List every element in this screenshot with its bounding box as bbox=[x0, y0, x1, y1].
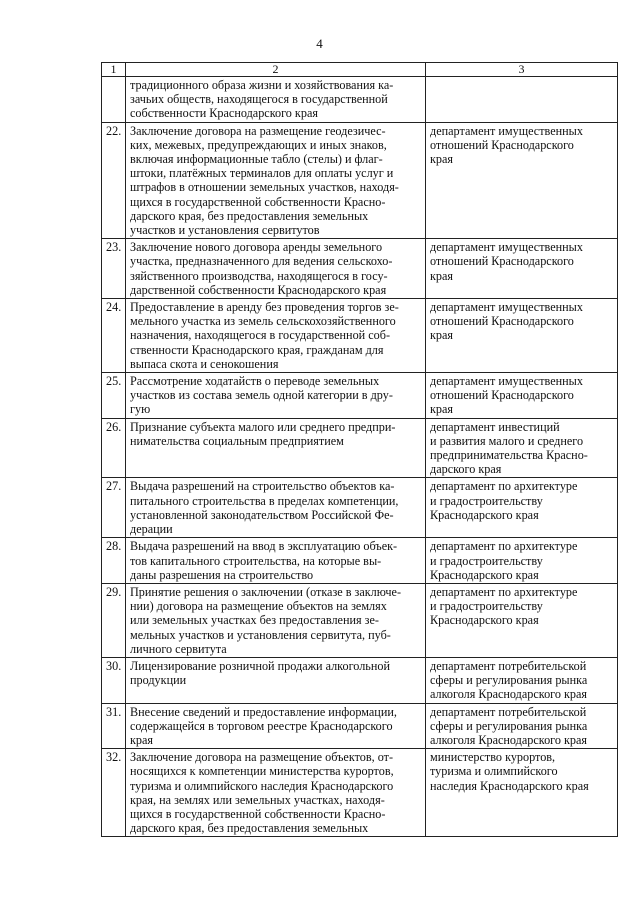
responsible-department bbox=[426, 77, 618, 123]
table-row bbox=[102, 703, 618, 749]
table-row bbox=[102, 538, 618, 584]
department-line: и развития малого и среднего bbox=[430, 433, 584, 448]
table-row bbox=[102, 583, 618, 657]
row-number bbox=[102, 77, 126, 123]
table-row bbox=[102, 77, 618, 123]
row-number: 27. bbox=[102, 478, 126, 538]
description-line: щихся в государственной собственности Красно- bbox=[130, 194, 386, 209]
department-line: наследия Краснодарского края bbox=[430, 778, 589, 793]
service-description bbox=[126, 418, 426, 478]
department-line: отношений Краснодарского bbox=[430, 137, 574, 152]
description-line: мельных участков и установления сервитута, пуб- bbox=[130, 627, 391, 642]
department-line: департамент по архитектуре bbox=[430, 584, 578, 599]
department-line: департамент потребительской bbox=[430, 704, 587, 719]
description-line: или земельных участках без предоставления зе- bbox=[130, 613, 379, 628]
responsible-department bbox=[426, 478, 618, 538]
description-line: Рассмотрение ходатайств о переводе земельных bbox=[130, 374, 380, 389]
responsible-department bbox=[426, 703, 618, 749]
department-line: департамент по архитектуре bbox=[430, 539, 578, 554]
row-number: 32. bbox=[102, 749, 126, 837]
description-line: мельного участка из земель сельскохозяйственного bbox=[130, 314, 396, 329]
description-line: Внесение сведений и предоставление информации, bbox=[130, 704, 397, 719]
department-line: департамент потребительской bbox=[430, 658, 587, 673]
responsible-department bbox=[426, 749, 618, 837]
table-row bbox=[102, 239, 618, 299]
description-line: Заключение договора на размещение геодезичес- bbox=[130, 123, 386, 138]
description-line: штрафов в отношении земельных участков, находя- bbox=[130, 180, 399, 195]
description-line: края, на землях или земельных участках, находя- bbox=[130, 792, 385, 807]
row-number: 24. bbox=[102, 299, 126, 373]
responsible-department bbox=[426, 538, 618, 584]
row-number: 23. bbox=[102, 239, 126, 299]
service-description bbox=[126, 657, 426, 703]
department-line: департамент имущественных bbox=[430, 240, 583, 255]
table-row bbox=[102, 299, 618, 373]
service-description bbox=[126, 373, 426, 419]
department-line: департамент имущественных bbox=[430, 123, 583, 138]
department-line: отношений Краснодарского bbox=[430, 388, 574, 403]
department-line: туризма и олимпийского bbox=[430, 764, 558, 779]
service-description bbox=[126, 538, 426, 584]
service-description bbox=[126, 703, 426, 749]
description-line: включая информационные табло (стелы) и флаг- bbox=[130, 152, 383, 167]
department-line: предпринимательства Красно- bbox=[430, 448, 588, 463]
description-line: дарственной собственности Краснодарского края bbox=[130, 282, 387, 297]
service-description bbox=[126, 583, 426, 657]
description-line: личного сервитута bbox=[130, 641, 227, 656]
description-line: Выдача разрешений на ввод в эксплуатацию объек- bbox=[130, 539, 398, 554]
department-line: Краснодарского края bbox=[430, 613, 539, 628]
service-description bbox=[126, 478, 426, 538]
table-row bbox=[102, 373, 618, 419]
description-line: даны разрешения на строительство bbox=[130, 567, 314, 582]
description-line: тов капитального строительства, на которые вы- bbox=[130, 553, 382, 568]
description-line: участка, предназначенного для ведения сельскохо- bbox=[130, 254, 393, 269]
table-header-row bbox=[102, 63, 618, 77]
department-line: и градостроительству bbox=[430, 599, 543, 614]
description-line: дарского края, без предоставления земельных bbox=[130, 821, 369, 836]
department-line: и градостроительству bbox=[430, 493, 543, 508]
description-line: ственности Краснодарского края, гражданам для bbox=[130, 342, 384, 357]
responsible-department bbox=[426, 583, 618, 657]
responsible-department bbox=[426, 373, 618, 419]
department-line: алкоголя Краснодарского края bbox=[430, 732, 588, 747]
department-line: департамент имущественных bbox=[430, 374, 583, 389]
description-line: питального строительства в пределах компетенции, bbox=[130, 493, 399, 508]
row-number: 29. bbox=[102, 583, 126, 657]
responsible-department bbox=[426, 122, 618, 239]
service-description bbox=[126, 122, 426, 239]
department-line: и градостроительству bbox=[430, 553, 543, 568]
service-description bbox=[126, 299, 426, 373]
header-col-1: 1 bbox=[102, 63, 126, 77]
department-line: края bbox=[430, 402, 454, 417]
page-number: 4 bbox=[316, 36, 323, 51]
header-col-3: 3 bbox=[426, 63, 618, 77]
description-line: участков и установления сервитутов bbox=[130, 223, 320, 238]
description-line: Принятие решения о заключении (отказе в заключе- bbox=[130, 584, 402, 599]
row-number: 31. bbox=[102, 703, 126, 749]
description-line: гую bbox=[130, 402, 151, 417]
responsible-department bbox=[426, 657, 618, 703]
description-line: дарского края, без предоставления земельных bbox=[130, 208, 369, 223]
row-number: 30. bbox=[102, 657, 126, 703]
department-line: алкоголя Краснодарского края bbox=[430, 687, 588, 702]
description-line: щихся в государственной собственности Красно- bbox=[130, 806, 386, 821]
service-description bbox=[126, 749, 426, 837]
description-line: края bbox=[130, 732, 154, 747]
department-line: сферы и регулирования рынка bbox=[430, 673, 588, 688]
description-line: Заключение нового договора аренды земельного bbox=[130, 240, 383, 255]
description-line: носящихся к компетенции министерства курортов, bbox=[130, 764, 394, 779]
table-row bbox=[102, 657, 618, 703]
table-row bbox=[102, 122, 618, 239]
description-line: нимательства социальным предприятием bbox=[130, 433, 344, 448]
description-line: зачьих обществ, находящегося в государственной bbox=[130, 92, 388, 107]
description-line: продукции bbox=[130, 673, 187, 688]
department-line: Краснодарского края bbox=[430, 507, 539, 522]
row-number: 22. bbox=[102, 122, 126, 239]
department-line: Краснодарского края bbox=[430, 567, 539, 582]
description-line: Предоставление в аренду без проведения торгов зе- bbox=[130, 300, 399, 315]
description-line: участков из состава земель одной категории в дру- bbox=[130, 388, 393, 403]
description-line: зяйственного производства, находящегося в госу- bbox=[130, 268, 388, 283]
description-line: ких, межевых, предупреждающих и иных знаков, bbox=[130, 137, 387, 152]
department-line: края bbox=[430, 268, 454, 283]
description-line: выпаса скота и сенокошения bbox=[130, 356, 279, 371]
description-line: штоки, платёжных терминалов для оплаты услуг и bbox=[130, 166, 394, 181]
row-number: 28. bbox=[102, 538, 126, 584]
table-row bbox=[102, 749, 618, 837]
department-line: департамент инвестиций bbox=[430, 419, 560, 434]
responsible-department bbox=[426, 239, 618, 299]
department-line: отношений Краснодарского bbox=[430, 314, 574, 329]
description-line: нии) договора на размещение объектов на землях bbox=[130, 599, 387, 614]
description-line: собственности Краснодарского края bbox=[130, 106, 318, 121]
description-line: установленной законодательством Российской Фе- bbox=[130, 507, 394, 522]
description-line: туризма и олимпийского наследия Краснодарского bbox=[130, 778, 394, 793]
department-line: департамент по архитектуре bbox=[430, 479, 578, 494]
service-description bbox=[126, 77, 426, 123]
description-line: Заключение договора на размещение объектов, от- bbox=[130, 750, 394, 765]
department-line: министерство курортов, bbox=[430, 750, 556, 765]
responsible-department bbox=[426, 299, 618, 373]
table-row bbox=[102, 418, 618, 478]
table-row bbox=[102, 478, 618, 538]
description-line: назначения, находящегося в государственной соб- bbox=[130, 328, 390, 343]
description-line: дерации bbox=[130, 522, 173, 537]
services-table bbox=[101, 62, 618, 837]
description-line: Лицензирование розничной продажи алкогольной bbox=[130, 658, 390, 673]
responsible-department bbox=[426, 418, 618, 478]
description-line: Выдача разрешений на строительство объектов ка- bbox=[130, 479, 395, 494]
department-line: дарского края bbox=[430, 462, 502, 477]
department-line: края bbox=[430, 328, 454, 343]
header-col-2: 2 bbox=[126, 63, 426, 77]
row-number: 25. bbox=[102, 373, 126, 419]
row-number: 26. bbox=[102, 418, 126, 478]
description-line: Признание субъекта малого или среднего предпри- bbox=[130, 419, 396, 434]
service-description bbox=[126, 239, 426, 299]
description-line: традиционного образа жизни и хозяйствования ка- bbox=[130, 78, 394, 92]
department-line: края bbox=[430, 152, 454, 167]
department-line: отношений Краснодарского bbox=[430, 254, 574, 269]
department-line: департамент имущественных bbox=[430, 300, 583, 315]
description-line: содержащейся в торговом реестре Краснодарского bbox=[130, 718, 393, 733]
department-line: сферы и регулирования рынка bbox=[430, 718, 588, 733]
